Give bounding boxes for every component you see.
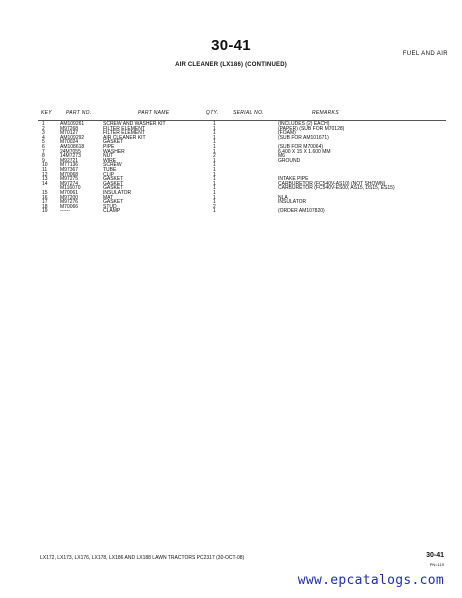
row-part-name: STUD: [103, 203, 117, 210]
row-key: 13: [42, 176, 48, 183]
row-qty: 1: [213, 139, 216, 146]
table-row: [0, 209, 462, 214]
row-part-no: M92721: [60, 157, 79, 164]
row-key: 11: [42, 166, 48, 173]
row-part-name: PIPE: [103, 143, 115, 150]
row-part-no: M97367: [60, 166, 79, 173]
row-qty: 1: [213, 148, 216, 155]
row-part-name: SCREW AND WASHER KIT: [103, 121, 166, 127]
row-part-name: GASKET: [103, 185, 124, 192]
row-qty: 1: [213, 125, 216, 132]
row-remarks: (PAPER) (SUB FOR M70128): [278, 125, 345, 132]
row-part-name: GASKET: [103, 180, 124, 187]
row-part-name: GASKET: [103, 176, 124, 183]
row-part-no: M70024: [60, 139, 79, 146]
column-header-serial-no: SERIAL NO.: [233, 110, 264, 116]
row-key: 19: [42, 208, 48, 215]
row-qty: 1: [213, 130, 216, 137]
row-key: 12: [42, 171, 48, 178]
footer-page-number: 30-41: [426, 552, 444, 559]
row-key: 6: [42, 143, 45, 150]
footer-models: LX172, LX173, LX176, LX178, LX186 AND LX188 LAWN TRACTORS PC2317 (30-OCT-08): [40, 555, 245, 561]
row-part-name: AIR CLEANER KIT: [103, 134, 146, 141]
row-key: 4: [42, 134, 45, 141]
row-part-no: 24M7055: [60, 148, 81, 155]
page-number: 30-41: [211, 37, 251, 54]
row-part-name: GASKET: [103, 139, 124, 146]
row-qty: 1: [213, 166, 216, 173]
row-part-no: M116070: [60, 185, 81, 192]
row-qty: 1: [213, 157, 216, 164]
row-key: 1: [42, 121, 45, 127]
row-part-no: AM109261: [60, 121, 85, 127]
row-part-no: M70061: [60, 189, 79, 196]
row-qty: 2: [213, 203, 216, 210]
row-qty: 2: [213, 153, 216, 160]
subtitle: AIR CLEANER (LX186) (CONTINUED): [175, 62, 287, 68]
column-header-key: KEY: [41, 110, 52, 116]
row-qty: 1: [213, 171, 216, 178]
column-header-row: [0, 110, 462, 118]
parts-table: [0, 122, 462, 214]
row-qty: 1: [213, 180, 216, 187]
row-part-no: M77136: [60, 162, 79, 169]
row-part-no: M70127: [60, 130, 79, 137]
row-remarks: (SUB FOR M70064): [278, 143, 324, 150]
row-part-name: WASHER: [103, 148, 125, 155]
column-header-qty: QTY.: [206, 110, 219, 116]
row-part-name: TUBE: [103, 166, 117, 173]
row-qty: 1: [213, 143, 216, 150]
row-part-no: M97275: [60, 176, 79, 183]
row-qty: 1: [213, 176, 216, 183]
row-part-no: 14M7273: [60, 153, 81, 160]
row-qty: 1: [213, 208, 216, 215]
row-qty: 1: [213, 194, 216, 201]
row-part-name: CLAMP: [103, 208, 121, 215]
column-header-part-name: PART NAME: [138, 110, 170, 116]
row-part-no: AM108618: [60, 143, 85, 150]
row-key: 5: [42, 139, 45, 146]
row-key: 18: [42, 203, 48, 210]
row-part-no: M70068: [60, 171, 79, 178]
row-qty: 1: [213, 134, 216, 141]
row-remarks: (ORDER AM107820): [278, 208, 325, 215]
row-qty: 1: [213, 162, 216, 169]
header-divider: [38, 120, 446, 121]
row-part-name: INSULATOR: [103, 189, 132, 196]
footer-code: PN=119: [429, 562, 444, 567]
row-part-no: ------: [60, 208, 70, 215]
row-remarks: GROUND: [278, 157, 301, 164]
row-part-name: WIRE: [103, 157, 117, 164]
row-part-name: NUT: [103, 153, 114, 160]
row-part-name: MAT: [103, 194, 114, 201]
row-key: 2: [42, 125, 45, 132]
watermark-link[interactable]: www.epcatalogs.com: [297, 573, 444, 588]
row-key: 16: [42, 194, 48, 201]
column-header-part-no: PART NO.: [66, 110, 92, 116]
row-part-no: AM109292: [60, 134, 85, 141]
row-part-no: M97274: [60, 180, 79, 187]
row-key: 3: [42, 130, 45, 137]
section-title: FUEL AND AIR: [402, 51, 448, 57]
row-remarks: M6: [278, 153, 285, 160]
row-part-name: GASKET: [103, 199, 124, 206]
row-remarks: (SUB FOR AM101671): [278, 134, 329, 141]
row-key: 15: [42, 189, 48, 196]
row-qty: 1: [213, 121, 216, 127]
row-part-name: FILTER ELEMENT: [103, 130, 145, 137]
row-remarks: INSULATOR: [278, 199, 307, 206]
row-part-name: SCREW: [103, 162, 122, 169]
row-key: 14: [42, 180, 48, 187]
row-key: 17: [42, 199, 48, 206]
row-part-no: M70066: [60, 203, 79, 210]
row-remarks: NLA: [278, 194, 288, 201]
row-remarks: 6.400 X 15 X 1.600 MM: [278, 148, 331, 155]
row-part-no: M97268: [60, 125, 79, 132]
row-part-name: FILTER ELEMENT: [103, 125, 145, 132]
row-remarks: CARBURETOR (FC540V-ES00, AS15, DS15, ES15): [278, 185, 395, 192]
row-qty: 1: [213, 189, 216, 196]
row-part-name: CLIP: [103, 171, 115, 178]
column-header-remarks: REMARKS: [312, 110, 339, 116]
row-part-no: M97200: [60, 194, 79, 201]
row-remarks: (INCLUDES (2) EACH): [278, 121, 330, 127]
row-remarks: CARBURETOR (FC540V-AS10) (NOT SHOWN): [278, 180, 386, 187]
row-key: 8: [42, 153, 45, 160]
row-qty: 1: [213, 185, 216, 192]
row-key: 9: [42, 157, 45, 164]
row-key: 10: [42, 162, 48, 169]
row-remarks: (FOAM): [278, 130, 296, 137]
row-key: 7: [42, 148, 45, 155]
row-part-no: M97276: [60, 199, 79, 206]
row-remarks: INTAKE PIPE: [278, 176, 309, 183]
row-qty: 1: [213, 199, 216, 206]
